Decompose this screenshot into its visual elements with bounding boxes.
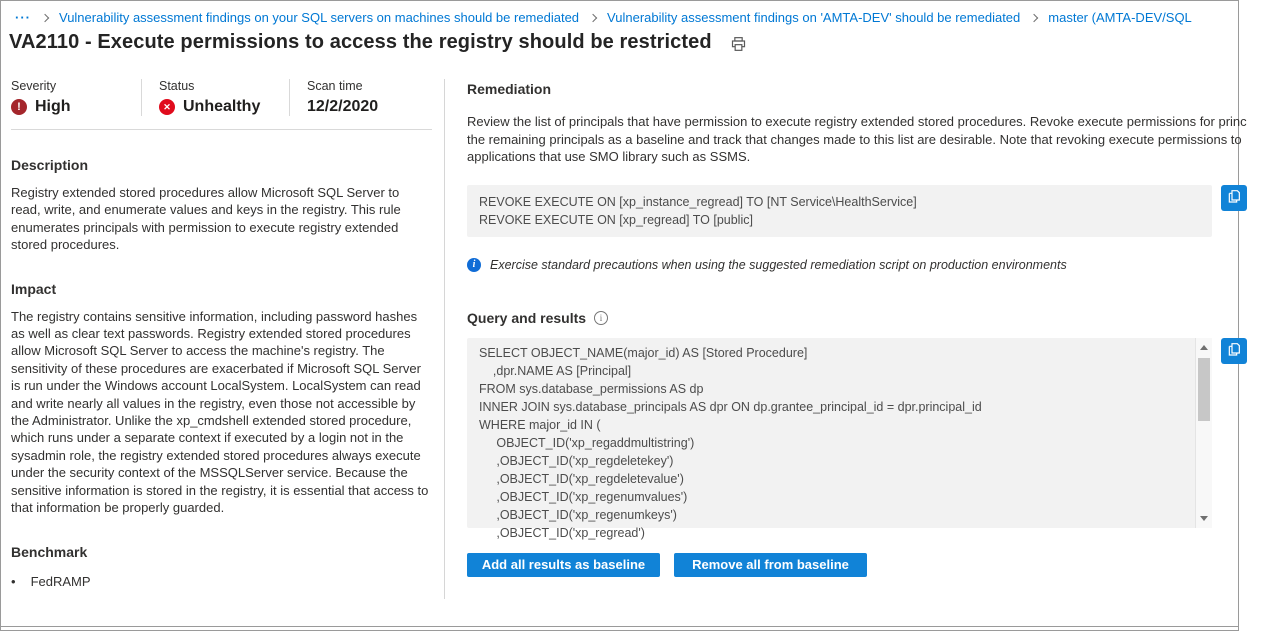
status-label: Status — [159, 79, 195, 93]
query-line: ,OBJECT_ID('xp_regread') — [479, 525, 645, 540]
benchmark-item-label: FedRAMP — [30, 573, 91, 589]
printer-icon — [730, 40, 747, 55]
description-heading: Description — [11, 157, 89, 173]
remediation-text-line: the remaining principals as a baseline and track that changes made to this list are desirable. Note that revoking execute permissions to — [467, 131, 1242, 147]
scan-time-value: 12/2/2020 — [307, 98, 379, 115]
scan-time-field — [289, 79, 392, 116]
benchmark-heading: Benchmark — [11, 543, 88, 560]
remediation-text — [467, 113, 1247, 166]
script-line: REVOKE EXECUTE ON [xp_regread] TO [public] — [479, 212, 753, 227]
breadcrumb-link-amta-dev[interactable]: Vulnerability assessment findings on 'AMTA-DEV' should be remediated — [607, 10, 1021, 25]
query-line: ,dpr.NAME AS [Principal] — [479, 363, 632, 378]
query-line: INNER JOIN sys.database_principals AS dpr ON dp.grantee_principal_id = dpr.principal_id — [479, 399, 982, 414]
breadcrumb-link-sql-servers[interactable]: Vulnerability assessment findings on your SQL servers on machines should be remediated — [59, 10, 580, 25]
remediation-text-line: Review the list of principals that have permission to execute registry extended stored procedures. Revoke execute permissions for princ — [467, 114, 1247, 129]
page-title: VA2110 - Execute permissions to access the registry should be restricted — [9, 31, 712, 53]
remediation-script-block — [467, 185, 1212, 237]
remediation-pane — [445, 79, 1277, 599]
query-results-heading: Query and results — [467, 309, 587, 326]
print-button[interactable] — [730, 36, 747, 52]
summary-strip — [11, 79, 432, 130]
status-value: Unhealthy — [183, 98, 261, 115]
unhealthy-status-icon: ✕ — [159, 99, 175, 115]
copy-icon — [1226, 188, 1242, 207]
query-code-block — [467, 338, 1212, 540]
query-line: ,OBJECT_ID('xp_regdeletevalue') — [479, 471, 684, 486]
query-line: WHERE major_id IN ( — [479, 417, 601, 432]
remediation-note — [467, 258, 1247, 272]
info-icon: i — [467, 258, 481, 272]
window-bottom-border — [1, 626, 1238, 627]
query-line: ,OBJECT_ID('xp_regdeletekey') — [479, 453, 674, 468]
triangle-down-icon — [1200, 516, 1208, 521]
triangle-up-icon — [1200, 345, 1208, 350]
remediation-script-row — [467, 185, 1247, 237]
scroll-up-button[interactable] — [1196, 340, 1212, 355]
query-line: ,OBJECT_ID('xp_regenumvalues') — [479, 489, 688, 504]
severity-label: Severity — [11, 79, 57, 93]
query-line: FROM sys.database_permissions AS dp — [479, 381, 704, 396]
info-tooltip-icon[interactable]: i — [594, 311, 608, 325]
chevron-right-icon — [589, 13, 597, 21]
remediation-heading: Remediation — [467, 81, 552, 97]
benchmark-list — [11, 574, 432, 589]
severity-high-icon: ! — [11, 99, 27, 115]
query-line: ,OBJECT_ID('xp_regenumkeys') — [479, 507, 677, 522]
impact-heading: Impact — [11, 280, 57, 297]
chevron-right-icon — [1030, 13, 1038, 21]
status-field — [141, 79, 289, 116]
copy-query-button[interactable] — [1221, 338, 1247, 364]
chevron-right-icon — [41, 13, 49, 21]
remove-all-from-baseline-button[interactable]: Remove all from baseline — [674, 553, 867, 577]
title-row — [1, 27, 1238, 54]
copy-icon — [1226, 341, 1242, 360]
impact-text: The registry contains sensitive information, including password hashes as well as clear text passwords. Registry extended stored procedures allow Microsoft SQL Server to access the machine's registry. The sensitivity of these procedures are exacerbated if Microsoft SQL Server is run under the Windows account LocalSystem. LocalSystem can read and write nearly all values in the registry, even those not accessible by the Administrator. Unlike the xp_cmdshell extended stored procedure, which runs under a separate context if executed by a login not in the sysadmin role, the registry extended stored procedures always execute under the security context of the MSSQLServer service. Because the sensitive information is stored in the registry, it is essential that access to that information be properly guarded. — [11, 308, 429, 516]
remediation-note-text: Exercise standard precautions when using the suggested remediation script on production environments — [490, 257, 1067, 272]
query-heading-row — [467, 310, 1247, 326]
remediation-text-line: applications that use SMO library such as SSMS. — [467, 149, 751, 165]
content-area — [1, 79, 1247, 599]
description-text: Registry extended stored procedures allow Microsoft SQL Server to read, write, and enumerate values and keys in the registry. This rule enumerates principals with permission to execute registry extended stored procedures. — [11, 185, 401, 253]
severity-value: High — [35, 98, 71, 115]
breadcrumb — [1, 1, 1238, 27]
query-block-row — [467, 338, 1247, 540]
query-line: OBJECT_ID('xp_regaddmultistring') — [479, 435, 695, 450]
query-line: SELECT OBJECT_NAME(major_id) AS [Stored Procedure] — [479, 345, 808, 360]
breadcrumb-ellipsis[interactable]: ··· — [15, 10, 31, 25]
scrollbar-thumb[interactable] — [1198, 358, 1210, 421]
baseline-actions — [467, 553, 1247, 577]
breadcrumb-link-master-db[interactable]: master (AMTA-DEV/SQL — [1048, 10, 1192, 25]
copy-script-button[interactable] — [1221, 185, 1247, 211]
severity-field — [11, 79, 141, 116]
finding-details-pane — [1, 79, 445, 599]
query-scrollbar[interactable] — [1195, 338, 1212, 528]
script-line: REVOKE EXECUTE ON [xp_instance_regread] TO [NT Service\HealthService] — [479, 194, 917, 209]
benchmark-item — [11, 574, 432, 589]
add-all-results-as-baseline-button[interactable]: Add all results as baseline — [467, 553, 660, 577]
bullet-icon: • — [11, 573, 16, 589]
scan-time-label: Scan time — [307, 79, 363, 93]
scroll-down-button[interactable] — [1196, 511, 1212, 526]
